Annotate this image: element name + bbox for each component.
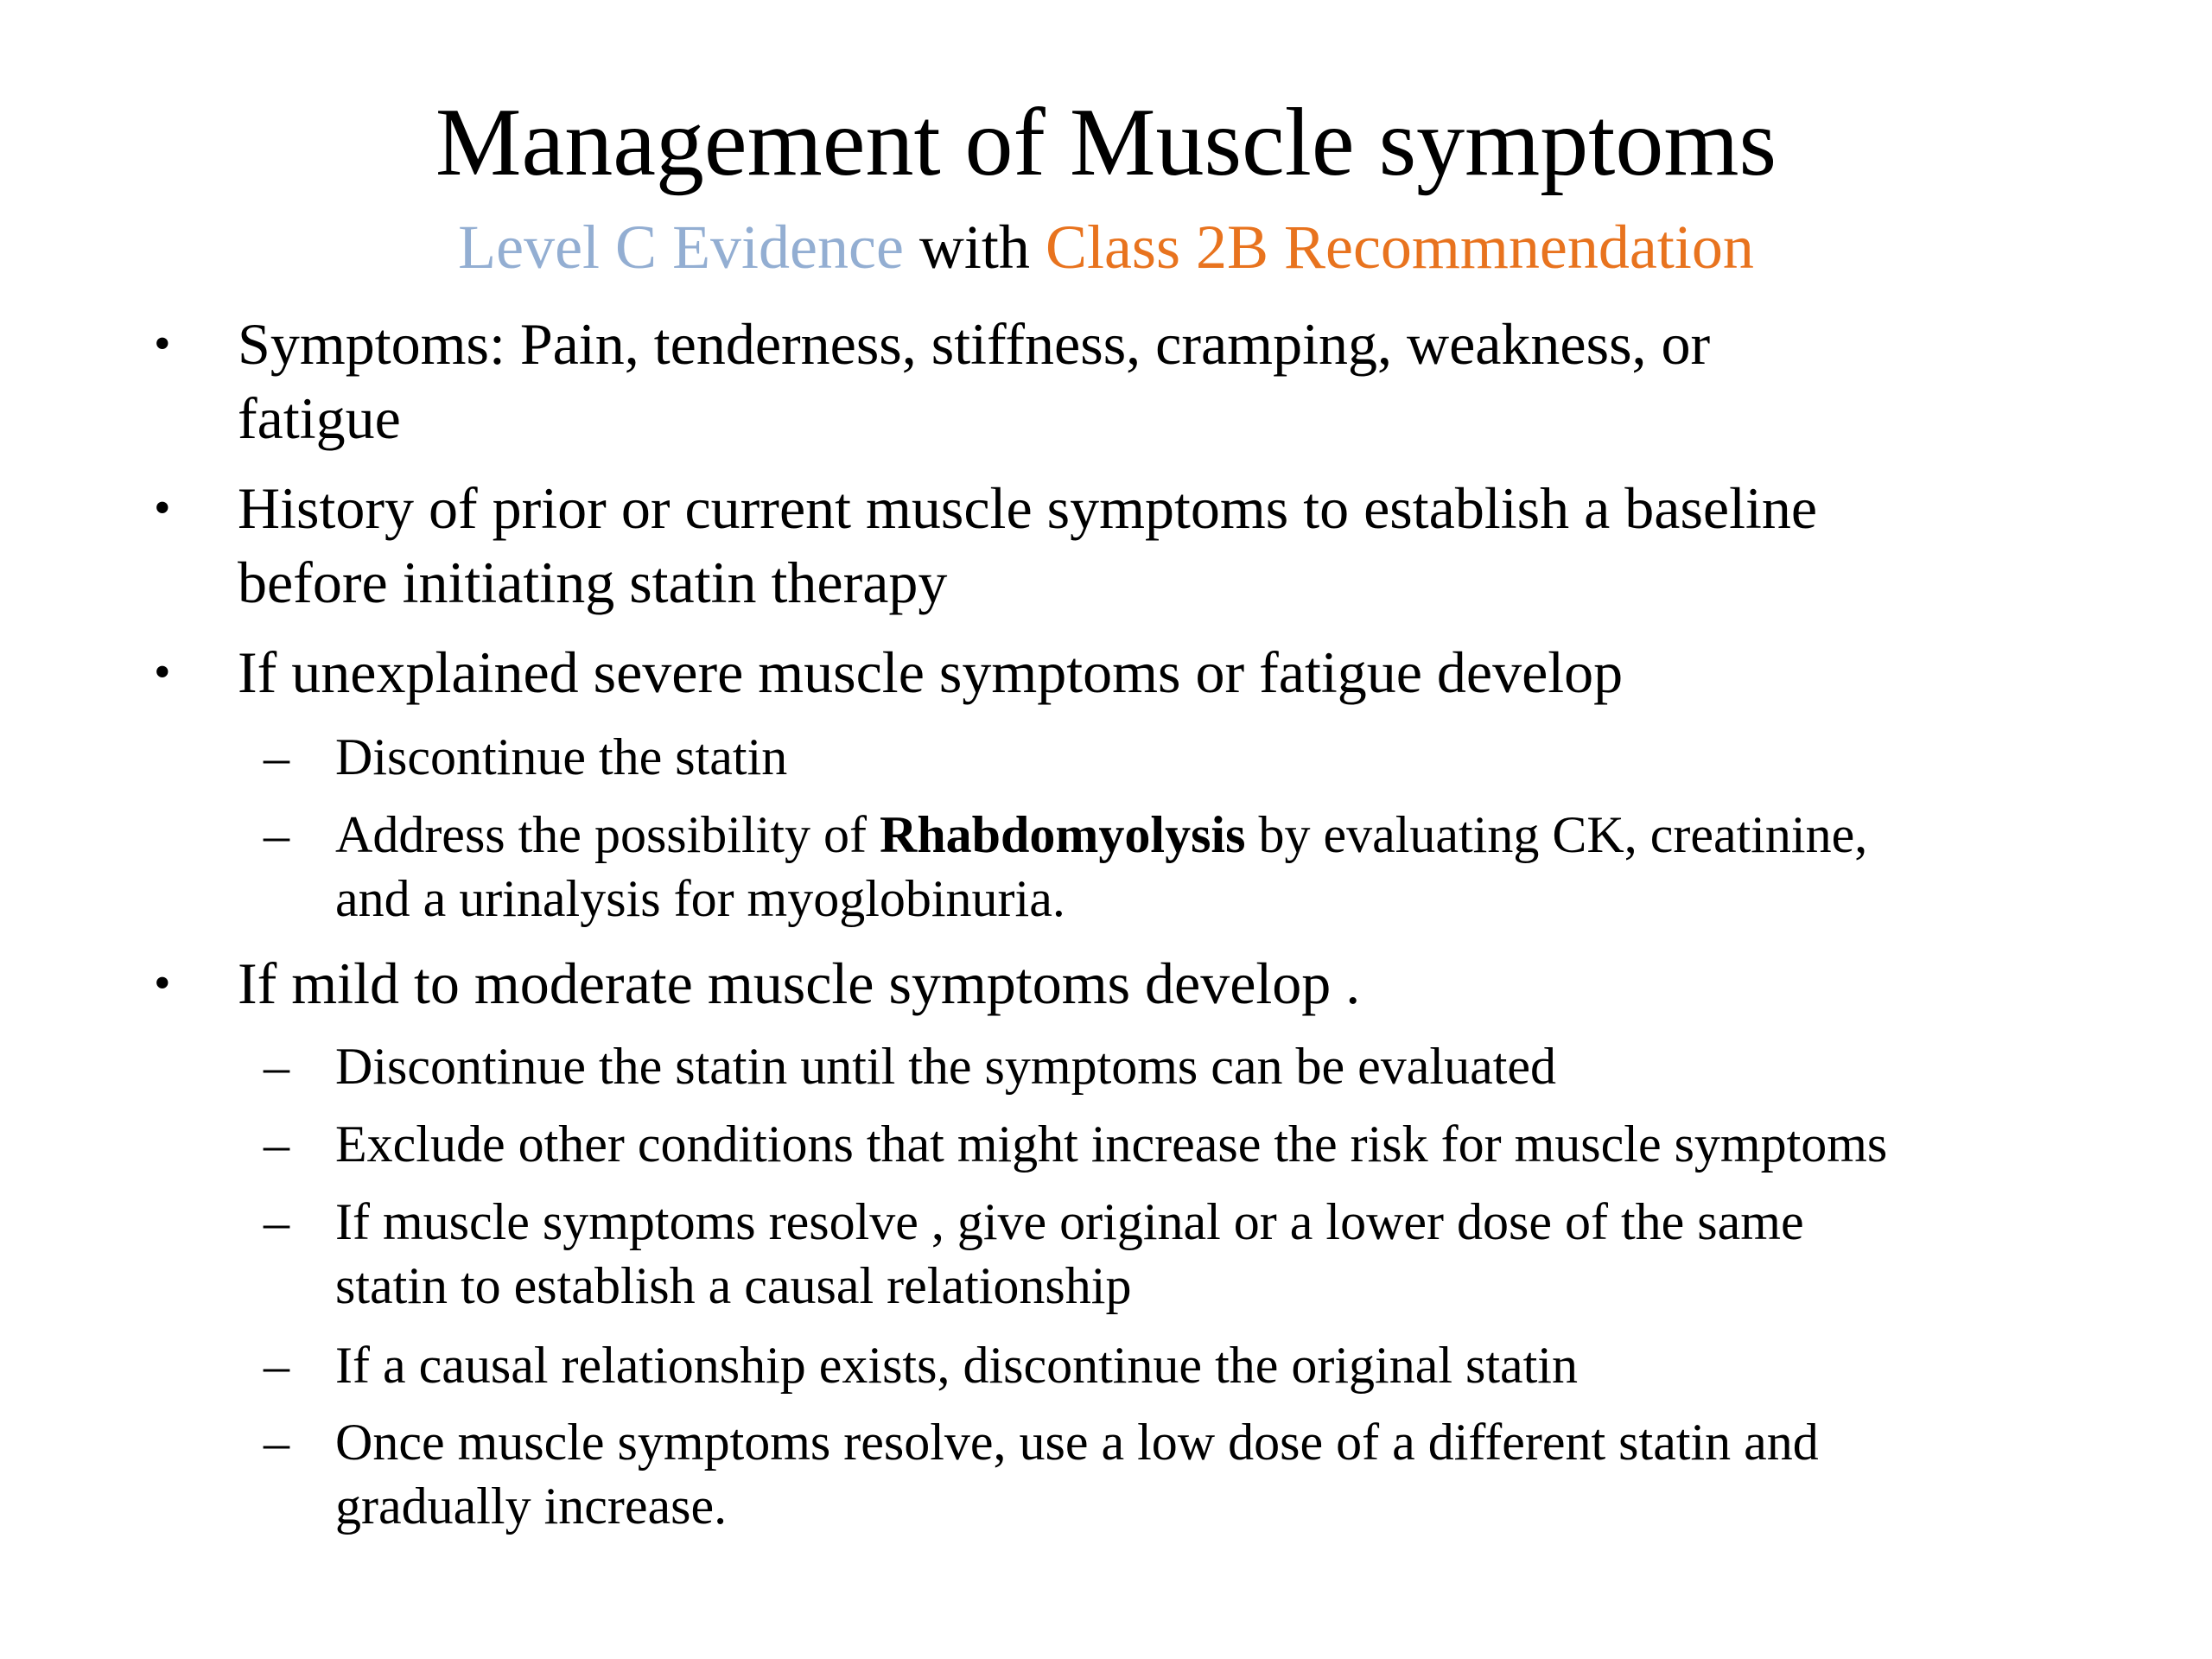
bullet-line: If mild to moderate muscle symptoms develop . [238, 950, 1361, 1016]
sub-marker: – [264, 806, 289, 863]
sub-line: If muscle symptoms resolve , give original or a lower dose of the same [335, 1193, 1804, 1250]
sub-text [335, 725, 2184, 789]
sub-line: statin to establish a causal relationship [335, 1257, 1132, 1314]
bullet-line: Symptoms: Pain, tenderness, stiffness, cramping, weakness, or [238, 311, 1711, 377]
evidence-level-text: Level C Evidence [458, 213, 904, 282]
bullet-line: If unexplained severe muscle symptoms or fatigue develop [238, 639, 1624, 705]
sub-text-post: by evaluating CK, creatinine, [1245, 806, 1868, 863]
bullet-line: before initiating statin therapy [238, 550, 948, 615]
sub-text [335, 1034, 2184, 1098]
bullet-marker: • [154, 645, 171, 699]
sub-marker: – [264, 1038, 289, 1095]
sub-text [335, 1333, 2184, 1397]
bullet-text [238, 946, 2139, 1020]
bullet-line: History of prior or current muscle symptoms to establish a baseline [238, 475, 1818, 541]
slide-title: Management of Muscle symptoms [435, 89, 1777, 196]
sub-marker: – [264, 1337, 289, 1394]
bullet-marker: • [154, 481, 171, 535]
sub-marker: – [264, 1116, 289, 1173]
bullet-marker: • [154, 317, 171, 371]
sub-line: If a causal relationship exists, discontinue the original statin [335, 1337, 1578, 1394]
sub-text-pre: Address the possibility of [335, 806, 880, 863]
sub-line: gradually increase. [335, 1478, 728, 1535]
bullet-marker: • [154, 957, 171, 1010]
sub-text [335, 1190, 2184, 1318]
sub-text [335, 1410, 2184, 1538]
sub-marker: – [264, 1193, 289, 1250]
sub-marker: – [264, 1414, 289, 1471]
bullet-line: fatigue [238, 385, 401, 451]
sub-text [335, 1112, 2184, 1176]
sub-line [335, 803, 2184, 867]
bullet-text [238, 635, 2139, 709]
bullet-text [238, 307, 2139, 455]
sub-text [335, 803, 2184, 931]
sub-marker: – [264, 728, 289, 785]
sub-line: Once muscle symptoms resolve, use a low dose of a different statin and [335, 1414, 1819, 1471]
recommendation-class-text: Class 2B Recommnendation [1045, 213, 1754, 282]
sub-line: Discontinue the statin until the symptoms can be evaluated [335, 1038, 1557, 1095]
bullet-text [238, 471, 2139, 620]
sub-line: Exclude other conditions that might increase the risk for muscle symptoms [335, 1116, 1888, 1173]
sub-line: and a urinalysis for myoglobinuria. [335, 870, 1065, 927]
subtitle-connector: with [903, 213, 1046, 282]
rhabdomyolysis-term: Rhabdomyolysis [879, 806, 1246, 863]
sub-line: Discontinue the statin [335, 728, 788, 785]
